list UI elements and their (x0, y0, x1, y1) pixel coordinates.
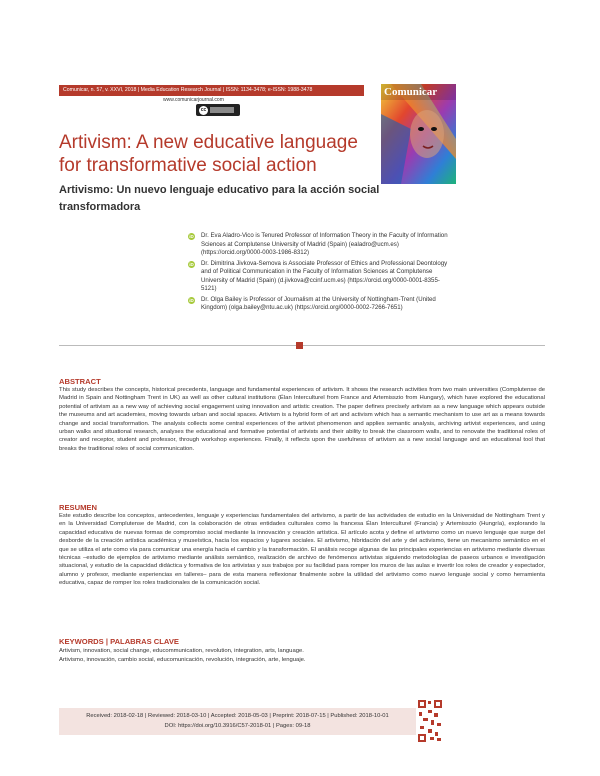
cover-artwork (381, 84, 456, 184)
abstract-text: This study describes the concepts, historical precedents, language and fundamental experiences of artivism. It shows the research activities from two main universities (Complutense de Madrid in Spain and Nottingham Trent in UK) as well as other cultural institutions (Élan Interculturel from France and Artemisszio from Hungary), which have explored the educational potential of artivism as a new way of achieving social engagement using innovation and artistic creation. The paper defines precisely artivism as a new language which appears outside the museums and art academies, moving towards urban and social spaces. Artivism is a hybrid form of art and activism which has a semantic mechanism to use art as a means towards change and social transformation. The analysis collects some central experiences of the artivist phenomenon and applies semantic analysis, archiving artivist experiences, and using urban walks and situational research, analyses the educational and formative potential of artivists and their ability to break the classroom walls, and to renovate the traditional roles of creator and receptor, student and professor, through workshop experiences. Finally, it reflects upon the usefulness of artivism as a new social language and an educational tool that breaks the traditional roles of social communication. (59, 387, 545, 452)
journal-cover-image (381, 84, 456, 184)
author-bio: Dr. Dimitrina Jivkova-Semova is Associate Professor of Ethics and Professional Deontology and of Political Communication in the Faculty of Information Sciences at Complutense University of Madrid (Spain) (d.jivkova@ccinf.ucm.es) (https://orcid.org/0000-0001-8355-5121) (201, 259, 448, 292)
author-list (188, 232, 448, 315)
cc-icon: cc (200, 106, 207, 113)
abstract-heading: ABSTRACT (59, 377, 101, 386)
author-entry (188, 296, 448, 313)
resumen-text: Este estudio describe los conceptos, antecedentes, lenguaje y experiencias fundamentales del artivismo, a partir de las actividades de estudio en la Universidad de Nottingham Trent y en la Universidad Complutense de Madrid, con la colaboración de otras entidades culturales como la francesa Élan Interculturel (Francia) y Artemisszio (Hungría), explorando la capacidad educativa de nuevas formas de compromiso social mediante la innovación y creación artística. El artículo acota y define el artivismo como un nuevo lenguaje que surge del desborde de la creación artística académica y museística, hacia los espacios y lugares sociales. El artivismo, hibridación del arte y del activismo, tiene un mecanismo semántico en el que se utiliza el arte como vía para comunicar una energía hacia el cambio y la transformación. El análisis recoge algunas de las principales experiencias en artivismo mediante diversas técnicas –estudio de ejemplos de artivismo mediante análisis semántico, realización de archivo de fenómenos artivistas siguiendo metodologías de paseos urbanos e investigación situacional, y estudio de la capacidad didáctica y formativa de los artivistas y sus trabajos por su facilidad para romper los muros de las aulas e invertir los roles de creador y espectador, alumno y profesor, mediante experiencias en talleres– para de esta manera reflexionar finalmente sobre la utilidad del artivismo como nuevo lenguaje social y como herramienta educativa, capaz de romper los roles tradicionales de la comunicación social. (59, 513, 545, 587)
creative-commons-badge (196, 104, 240, 116)
keywords-en: Artivism, innovation, social change, educommunication, revolution, integration, arts, language. (59, 648, 304, 654)
author-bio: Dr. Olga Bailey is Professor of Journalism at the University of Nottingham-Trent (United Kingdom) (olga.bailey@ntu.ac.uk) (https://orcid.org/0000-0002-7266-7651) (201, 295, 436, 311)
journal-header-bar: Comunicar, n. 57, v. XXVI, 2018 | Media Education Research Journal | ISSN: 1134-3478; e-ISSN: 1988-3478 (59, 85, 364, 96)
orcid-icon[interactable]: iD (189, 297, 194, 303)
author-entry (188, 232, 448, 258)
cover-title: Comunicar (384, 86, 438, 98)
resumen-heading: RESUMEN (59, 503, 97, 512)
article-subtitle: Artivismo: Un nuevo lenguaje educativo para la acción social transformadora (59, 184, 380, 213)
journal-url[interactable]: www.comunicarjournal.com (163, 97, 224, 103)
keywords-es: Artivismo, innovación, cambio social, educomunicación, revolución, integración, arte, lenguaje. (59, 657, 306, 663)
license-bar (210, 107, 234, 113)
publication-dates: Received: 2018-02-18 | Reviewed: 2018-03-10 | Accepted: 2018-05-03 | Preprint: 2018-07-15 | Published: 2018-10-01 (86, 713, 389, 719)
orcid-icon[interactable]: iD (189, 234, 194, 239)
orcid-icon[interactable]: iD (189, 261, 194, 267)
divider-marker (296, 342, 303, 349)
article-title: Artivism: A new educative language for transformative social action (59, 132, 358, 176)
qr-code-icon (417, 699, 443, 743)
author-entry (188, 260, 448, 294)
doi-pages[interactable]: DOI: https://doi.org/10.3916/C57-2018-01 | Pages: 09-18 (164, 723, 311, 729)
keywords-heading: KEYWORDS | PALABRAS CLAVE (59, 637, 179, 646)
author-bio: Dr. Eva Aladro-Vico is Tenured Professor of Information Theory in the Faculty of Information Sciences at Complutense University of Madrid (Spain) (ealadro@ucm.es) (https://orcid.org/0000-0003-1986-8312) (201, 232, 448, 256)
publication-dates-box (59, 708, 416, 735)
